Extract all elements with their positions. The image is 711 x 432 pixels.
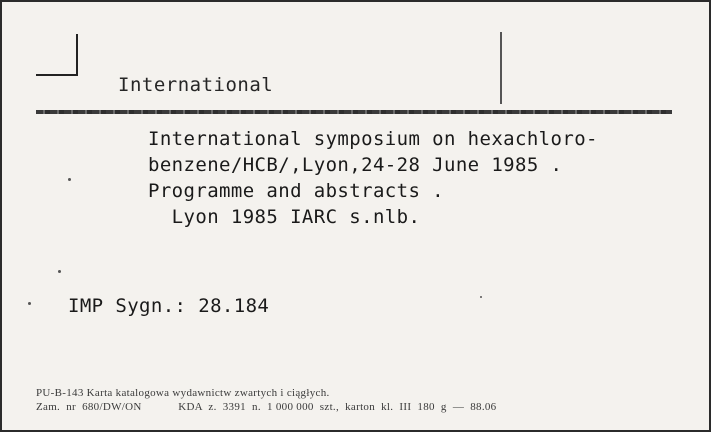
ink-speck: [480, 296, 482, 298]
footer-line-1: PU-B-143 Karta katalogowa wydawnictw zwartych i ciągłych.: [36, 387, 330, 399]
card-heading: International: [118, 74, 274, 96]
entry-line-2: benzene/HCB/,Lyon,24-28 June 1985 .: [148, 154, 563, 176]
ink-speck: [28, 302, 31, 305]
entry-line-4: Lyon 1985 IARC s.nlb.: [148, 206, 421, 228]
call-number: IMP Sygn.: 28.184: [68, 295, 270, 317]
entry-line-1: International symposium on hexachloro-: [148, 128, 598, 150]
corner-mark-vertical: [76, 34, 78, 76]
header-rule: [36, 110, 672, 114]
entry-line-3: Programme and abstracts .: [148, 180, 444, 202]
header-divider: [500, 32, 502, 104]
ink-speck: [68, 178, 71, 181]
footer-line-2: Zam. nr 680/DW/ON KDA z. 3391 n. 1 000 000 szt., karton kl. III 180 g — 88.06: [36, 401, 497, 413]
ink-speck: [58, 270, 61, 273]
corner-mark-horizontal: [36, 74, 78, 76]
